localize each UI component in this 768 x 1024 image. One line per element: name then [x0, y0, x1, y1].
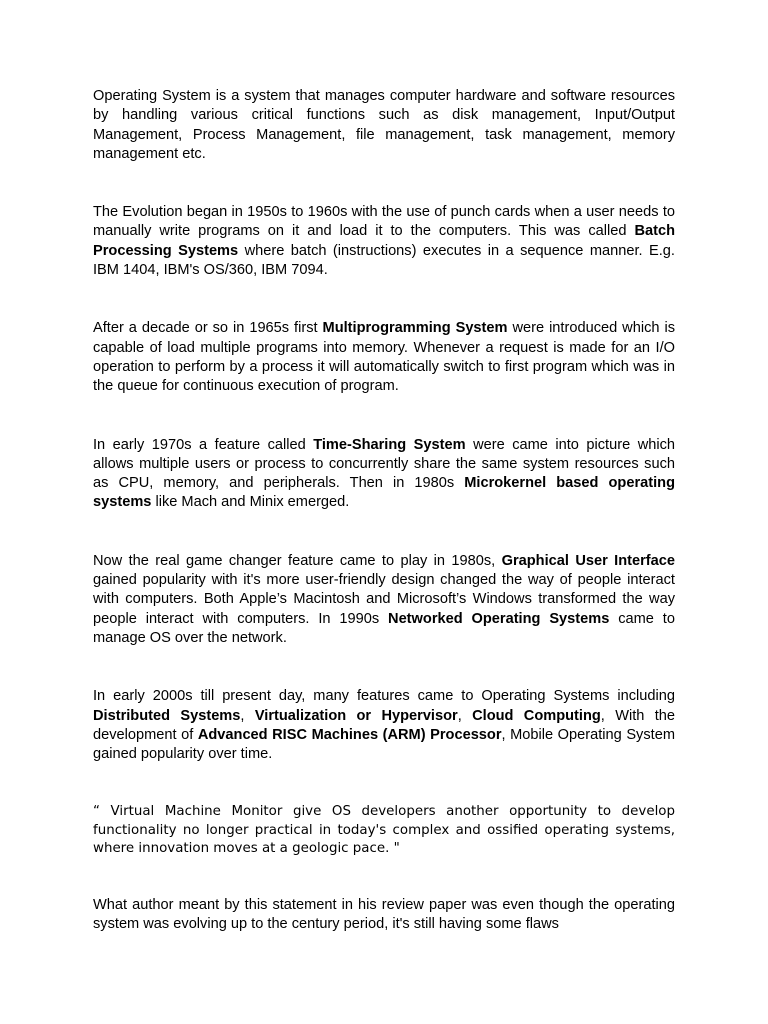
text-segment: , With the development of — [93, 707, 676, 743]
text-segment: came to manage OS over the network. — [93, 610, 675, 646]
text-segment: After a decade or so in 1965s first — [93, 320, 323, 337]
paragraph-author-meaning — [93, 896, 675, 935]
bold-term: Networked Operating Systems — [388, 610, 610, 627]
bold-term: Time-Sharing System — [313, 436, 466, 453]
bold-term: Cloud Computing — [472, 707, 601, 724]
text-segment: , — [457, 707, 473, 724]
bold-term: Batch Processing Systems — [93, 223, 675, 259]
paragraph-2000s — [93, 687, 675, 764]
text-segment: , Mobile Operating System gained popularity over time. — [93, 726, 675, 763]
bold-term: Graphical User Interface — [501, 552, 675, 569]
text-segment: like Mach and Minix emerged. — [151, 494, 350, 511]
text-segment: In early 2000s till present day, many features came to Operating Systems including — [93, 688, 675, 705]
paragraph-quote — [93, 803, 675, 859]
bold-term: Microkernel based operating systems — [93, 475, 675, 511]
quote-text: “ Virtual Machine Monitor give OS developers another opportunity to develop functionality no longer practical in today's complex and ossified operating systems, where innovation moves at a geologic pace. " — [93, 804, 675, 857]
paragraph-time-sharing — [93, 436, 675, 513]
paragraph-batch-processing — [93, 203, 675, 280]
text-segment: In early 1970s a feature called — [93, 436, 314, 453]
bold-term: Virtualization or Hypervisor — [254, 707, 458, 724]
text-segment: were came into picture which allows multiple users or process to concurrently share the same system resources such as CPU, memory, and peripherals. Then in 1980s — [93, 436, 676, 492]
text-segment: gained popularity with it's more user-friendly design changed the way of people interact with computers. Both Apple’s Macintosh and Microsoft’s Windows transformed the way people interact with computers. In 1990s — [93, 572, 675, 627]
text-segment: where batch (instructions) executes in a sequence manner. E.g. IBM 1404, IBM's OS/360, IBM 7094. — [93, 242, 675, 279]
paragraph-gui — [93, 552, 675, 648]
text-segment: , — [240, 707, 255, 724]
document-page — [93, 87, 675, 935]
text-segment: The Evolution began in 1950s to 1960s with the use of punch cards when a user needs to manually write programs on it and load it to the computers. This was called — [93, 204, 675, 240]
bold-term: Distributed Systems — [93, 707, 241, 724]
text-segment: Operating System is a system that manages computer hardware and software resources by handling various critical functions such as disk management, Input/Output Management, Process Management, file management, task management, memory management etc. — [93, 88, 675, 162]
text-segment: were introduced which is capable of load multiple programs into memory. Whenever a request is made for an I/O operation to perform by a process it will automatically switch to first program which was in the queue for continuous execution of program. — [93, 320, 675, 395]
text-segment: Now the real game changer feature came to play in 1980s, — [93, 552, 502, 569]
bold-term: Advanced RISC Machines (ARM) Processor — [197, 726, 502, 743]
paragraph-os-definition — [93, 87, 675, 164]
bold-term: Multiprogramming System — [322, 320, 508, 337]
paragraph-multiprogramming — [93, 319, 675, 396]
text-segment: What author meant by this statement in his review paper was even though the operating system was evolving up to the century period, it's still having some flaws — [93, 896, 675, 933]
